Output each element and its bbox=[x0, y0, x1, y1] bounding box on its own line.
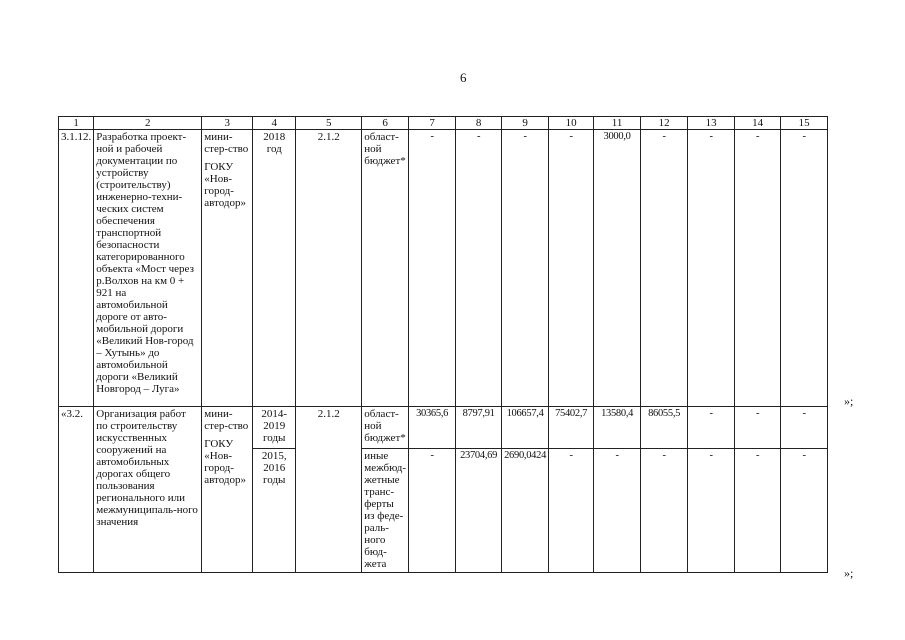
program-table bbox=[58, 116, 828, 573]
value-cell: - bbox=[688, 130, 735, 407]
header-cell: 8 bbox=[456, 117, 502, 130]
header-cell: 5 bbox=[296, 117, 362, 130]
table-row bbox=[59, 407, 828, 449]
executor-cell bbox=[202, 130, 253, 407]
header-cell: 7 bbox=[409, 117, 456, 130]
value-cell: - bbox=[781, 407, 828, 449]
value-cell: 75402,7 bbox=[549, 407, 594, 449]
header-cell: 4 bbox=[253, 117, 296, 130]
value-cell: - bbox=[594, 449, 641, 573]
value-cell: 30365,6 bbox=[409, 407, 456, 449]
target-code: 2.1.2 bbox=[296, 407, 362, 573]
value-cell: 13580,4 bbox=[594, 407, 641, 449]
table-row bbox=[59, 130, 828, 407]
target-code: 2.1.2 bbox=[296, 130, 362, 407]
row-number: 3.1.12. bbox=[59, 130, 94, 407]
value-cell: 86055,5 bbox=[641, 407, 688, 449]
value-cell: - bbox=[781, 130, 828, 407]
value-cell: - bbox=[688, 407, 735, 449]
row-closing-mark: »; bbox=[844, 394, 854, 408]
value-cell: 2690,0424 bbox=[502, 449, 549, 573]
header-cell: 1 bbox=[59, 117, 94, 130]
row-closing-mark: »; bbox=[844, 566, 854, 580]
value-cell: - bbox=[549, 449, 594, 573]
value-cell: - bbox=[781, 449, 828, 573]
executor-ministry: мини-стер-ство bbox=[204, 408, 249, 432]
header-cell: 12 bbox=[641, 117, 688, 130]
header-cell: 10 bbox=[549, 117, 594, 130]
executor-ministry: мини-стер-ство bbox=[204, 131, 249, 155]
value-cell: 23704,69 bbox=[456, 449, 502, 573]
value-cell: - bbox=[735, 130, 781, 407]
value-cell: 106657,4 bbox=[502, 407, 549, 449]
value-cell: - bbox=[502, 130, 549, 407]
executor-goku: ГОКУ «Нов-город-автодор» bbox=[204, 161, 246, 209]
activity-description: Разработка проект-ной и рабочей документации по устройству (строительству) инженерно-техни-ческих систем обеспечения транспортной безопасности категорированного объекта «Мост через р.Волхов на км 0 + 921 на автомобильной дороге от авто-мобильной дороги «Великий Нов-город – Хутынь» до автомобильной дороги «Великий Новгород – Луга» bbox=[94, 130, 202, 407]
funding-source: област-ной бюджет* bbox=[362, 407, 409, 449]
funding-source: иные межбюд-жетные транс-ферты из феде-раль-ного бюд-жета bbox=[362, 449, 409, 573]
activity-description: Организация работ по строительству искусственных сооружений на автомобильных дорогах общего пользования регионального или межмуниципаль-ного значения bbox=[94, 407, 202, 573]
value-cell: - bbox=[409, 449, 456, 573]
executor-cell bbox=[202, 407, 253, 573]
funding-source: област-ной бюджет* bbox=[362, 130, 409, 407]
term-cell: 2014-2019 годы bbox=[253, 407, 296, 449]
value-cell: - bbox=[409, 130, 456, 407]
header-cell: 6 bbox=[362, 117, 409, 130]
value-cell: - bbox=[456, 130, 502, 407]
page-number: 6 bbox=[460, 70, 467, 85]
header-row bbox=[59, 117, 828, 130]
term-cell: 2015, 2016 годы bbox=[253, 449, 296, 573]
term-cell: 2018 год bbox=[253, 130, 296, 407]
row-number: «3.2. bbox=[59, 407, 94, 573]
header-cell: 14 bbox=[735, 117, 781, 130]
value-cell: - bbox=[549, 130, 594, 407]
value-cell: - bbox=[735, 449, 781, 573]
value-cell: - bbox=[641, 130, 688, 407]
header-cell: 9 bbox=[502, 117, 549, 130]
header-cell: 11 bbox=[594, 117, 641, 130]
header-cell: 13 bbox=[688, 117, 735, 130]
header-cell: 15 bbox=[781, 117, 828, 130]
header-cell: 2 bbox=[94, 117, 202, 130]
executor-goku: ГОКУ «Нов-город-автодор» bbox=[204, 438, 246, 486]
value-cell: - bbox=[688, 449, 735, 573]
value-cell: 3000,0 bbox=[594, 130, 641, 407]
header-cell: 3 bbox=[202, 117, 253, 130]
value-cell: - bbox=[735, 407, 781, 449]
value-cell: - bbox=[641, 449, 688, 573]
value-cell: 8797,91 bbox=[456, 407, 502, 449]
